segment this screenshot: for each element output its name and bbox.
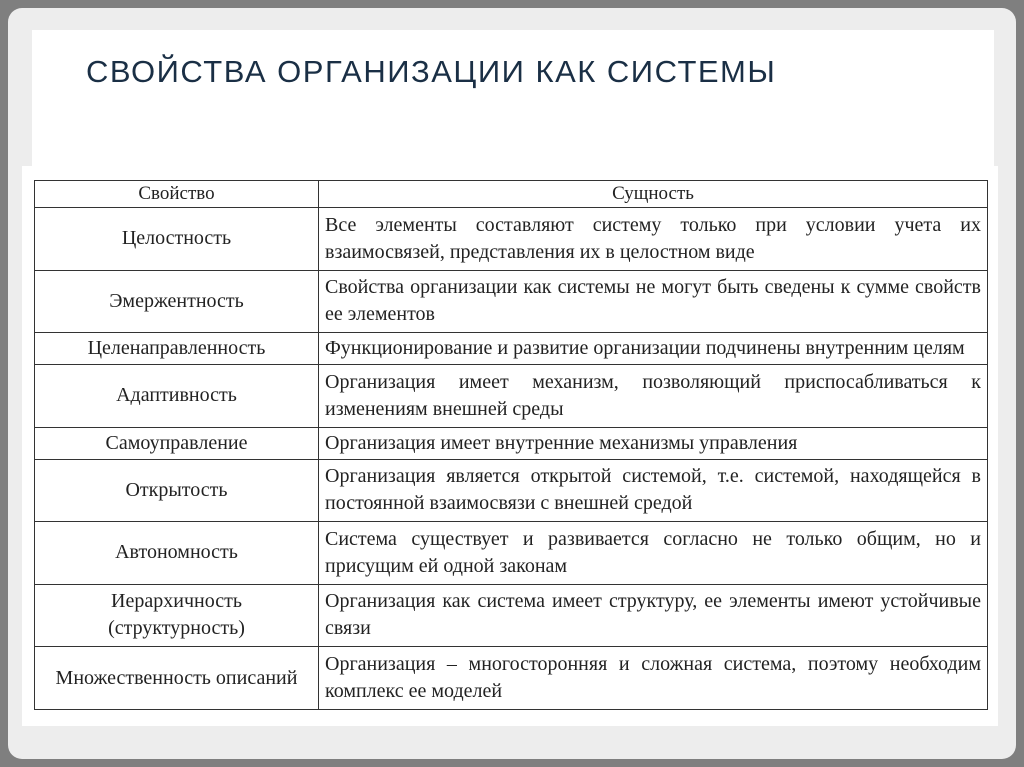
properties-table (34, 180, 988, 710)
property-cell: Открытость (35, 459, 319, 522)
property-cell: Целостность (35, 208, 319, 271)
table-row (35, 208, 988, 271)
property-cell: Автономность (35, 522, 319, 585)
property-cell: Адаптивность (35, 365, 319, 428)
property-cell: Эмержентность (35, 270, 319, 333)
table-row (35, 333, 988, 365)
slide-title: СВОЙСТВА ОРГАНИЗАЦИИ КАК СИСТЕМЫ (86, 54, 777, 89)
table-row (35, 522, 988, 585)
essence-cell: Функционирование и развитие организации подчинены внутренним целям (319, 333, 988, 365)
property-cell: Множественность описаний (35, 647, 319, 710)
table-row (35, 584, 988, 647)
property-cell: Целенаправленность (35, 333, 319, 365)
essence-cell: Организация как система имеет структуру, ее элементы имеют устойчивые связи (319, 584, 988, 647)
table-row (35, 459, 988, 522)
table-row (35, 647, 988, 710)
table-row (35, 270, 988, 333)
property-cell: Самоуправление (35, 427, 319, 459)
essence-cell: Свойства организации как системы не могут быть сведены к сумме свойств ее элементов (319, 270, 988, 333)
table-header-row (35, 181, 988, 208)
title-area (32, 30, 994, 166)
essence-cell: Все элементы составляют систему только при условии учета их взаимосвязей, представления их в целостном виде (319, 208, 988, 271)
essence-cell: Система существует и развивается согласно не только общим, но и присущим ей одной законам (319, 522, 988, 585)
header-property: Свойство (35, 181, 319, 208)
essence-cell: Организация – многосторонняя и сложная система, поэтому необходим комплекс ее моделей (319, 647, 988, 710)
table-row (35, 427, 988, 459)
header-essence: Сущность (319, 181, 988, 208)
essence-cell: Организация является открытой системой, т.е. системой, находящейся в постоянной взаимосвязи с внешней средой (319, 459, 988, 522)
table-row (35, 365, 988, 428)
essence-cell: Организация имеет механизм, позволяющий приспосабливаться к изменениям внешней среды (319, 365, 988, 428)
property-cell: Иерархичность (структурность) (35, 584, 319, 647)
essence-cell: Организация имеет внутренние механизмы управления (319, 427, 988, 459)
